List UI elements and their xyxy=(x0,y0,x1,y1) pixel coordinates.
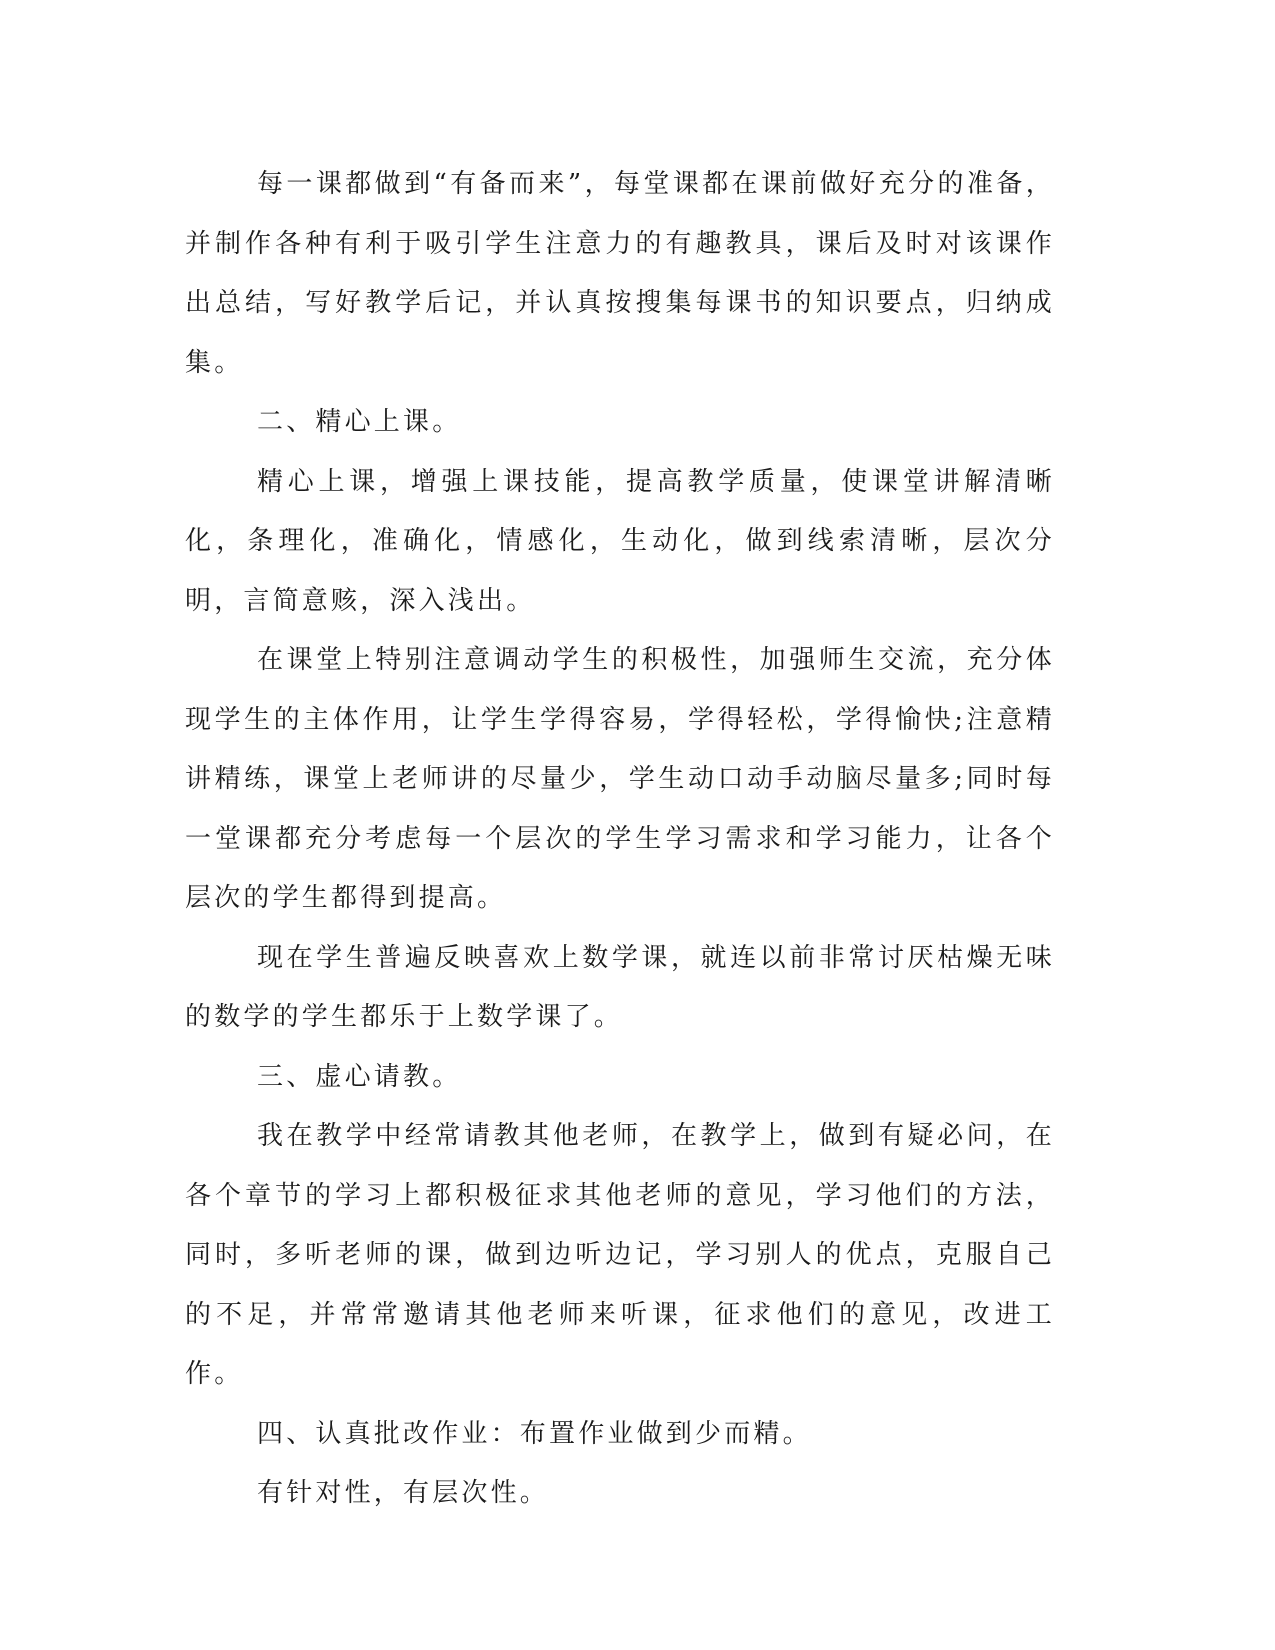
section-heading-careful-teaching: 二、精心上课。 xyxy=(257,407,462,437)
paragraph-student-feedback: 现在学生普遍反映喜欢上数学课，就连以前非常讨厌枯燥无味的数学的学生都乐于上数学课了。 xyxy=(185,942,1055,1032)
paragraph-seek-advice: 我在教学中经常请教其他老师，在教学上，做到有疑必问，在各个章节的学习上都积极征求其他老师的意见，学习他们的方法，同时，多听老师的课，做到边听边记，学习别人的优点，克服自己的不足，并常常邀请其他老师来听课，征求他们的意见，改进工作。 xyxy=(185,1121,1055,1389)
section-heading-seek-advice: 三、虚心请教。 xyxy=(257,1061,462,1092)
section-heading-homework: 四、认真批改作业：布置作业做到少而精。 xyxy=(257,1418,812,1449)
document-body xyxy=(185,155,1055,1524)
paragraph-classroom-engagement: 在课堂上特别注意调动学生的积极性，加强师生交流，充分体现学生的主体作用，让学生学得容易，学得轻松，学得愉快;注意精讲精练，课堂上老师讲的尽量少，学生动口动手动脑尽量多;同时每一堂课都充分考虑每一个层次的学生学习需求和学习能力，让各个层次的学生都得到提高。 xyxy=(185,645,1055,913)
paragraph-careful-teaching: 精心上课，增强上课技能，提高教学质量，使课堂讲解清晰化，条理化，准确化，情感化，生动化，做到线索清晰，层次分明，言简意赅，深入浅出。 xyxy=(185,466,1055,616)
paragraph-preparation: 每一课都做到“有备而来”，每堂课都在课前做好充分的准备，并制作各种有利于吸引学生注意力的有趣教具，课后及时对该课作出总结，写好教学后记，并认真按搜集每课书的知识要点，归纳成集。 xyxy=(185,169,1055,378)
paragraph-homework: 有针对性，有层次性。 xyxy=(257,1478,550,1508)
